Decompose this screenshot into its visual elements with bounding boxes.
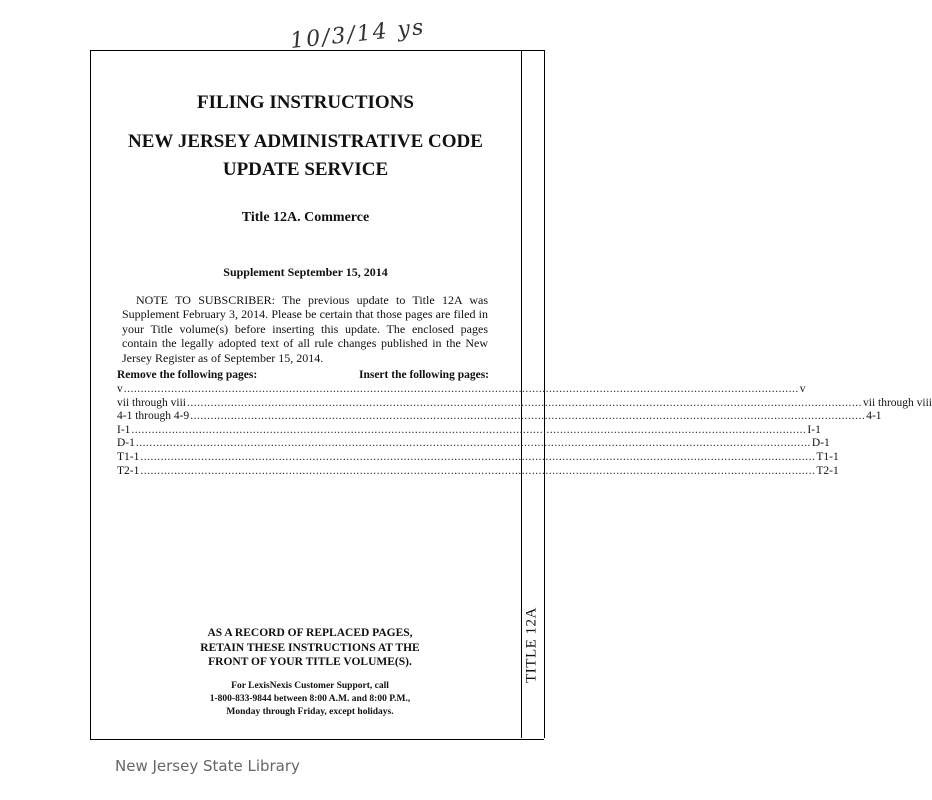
support-line-2: 1-800-833-9844 between 8:00 A.M. and 8:00 P.M., <box>209 694 411 704</box>
record-instructions <box>160 626 460 670</box>
table-header <box>117 369 489 381</box>
subscriber-note <box>122 293 488 365</box>
insert-page: v <box>799 383 806 395</box>
insert-page: D-1 <box>811 437 830 450</box>
insert-header: Insert the following pages: <box>358 369 489 381</box>
remove-page: T1-1 <box>117 450 140 463</box>
insert-page: T2-1 <box>816 464 839 477</box>
support-line-3: Monday through Friday, except holidays. <box>226 707 394 717</box>
table-row <box>117 423 821 438</box>
handwritten-note: 10/3/14 ys <box>289 14 427 55</box>
remove-page: v <box>117 383 123 395</box>
title-section: Title 12A. Commerce <box>241 210 370 225</box>
dot-leader: ........................................................................................................................................................................................................ <box>123 383 799 395</box>
customer-support <box>160 680 460 719</box>
remove-page: T2-1 <box>117 464 140 477</box>
table-row <box>117 450 839 465</box>
dot-leader: ........................................................................................................................................................................................................ <box>135 437 811 450</box>
record-line-1: AS A RECORD OF REPLACED PAGES, <box>207 627 413 639</box>
remove-page: vii through viii <box>117 396 186 409</box>
table-rows <box>117 383 932 478</box>
table-row <box>117 464 839 479</box>
note-text: NOTE TO SUBSCRIBER: The previous update to Title 12A was Supplement February 3, 2014. Please be certain that those pages are filed in your Title volume(s) before inserting this update. The enclosed pages contain the legally adopted text of all rule changes published in the New Jersey Register as of September 15, 2014. <box>122 293 488 365</box>
insert-page: vii through viii <box>863 396 932 409</box>
subtitle-line-1: NEW JERSEY ADMINISTRATIVE CODE <box>128 131 483 152</box>
dot-leader: ........................................................................................................................................................................................................ <box>131 423 807 436</box>
insert-page: 4-1 <box>866 410 882 423</box>
pages-table <box>117 369 932 478</box>
record-line-2: RETAIN THESE INSTRUCTIONS AT THE <box>200 641 420 654</box>
remove-page: D-1 <box>117 437 135 450</box>
page-title: FILING INSTRUCTIONS <box>197 92 414 113</box>
dot-leader: ........................................................................................................................................................................................................ <box>140 464 816 477</box>
library-stamp: New Jersey State Library <box>115 757 300 775</box>
remove-header: Remove the following pages: <box>117 369 258 381</box>
table-row <box>117 396 932 411</box>
support-line-1: For LexisNexis Customer Support, call <box>231 681 389 691</box>
table-row <box>117 383 806 397</box>
dot-leader: ........................................................................................................................................................................................................ <box>140 450 816 463</box>
side-label: TITLE 12A <box>523 607 540 683</box>
remove-page: 4-1 through 4-9 <box>117 410 190 423</box>
record-line-3: FRONT OF YOUR TITLE VOLUME(S). <box>208 656 412 668</box>
insert-page: T1-1 <box>816 450 839 463</box>
supplement-date: Supplement September 15, 2014 <box>223 265 388 279</box>
table-row <box>117 410 882 424</box>
dot-leader: ........................................................................................................................................................................................................ <box>187 396 862 409</box>
table-row <box>117 437 830 451</box>
page-subtitle <box>90 128 521 184</box>
insert-page: I-1 <box>807 423 821 436</box>
remove-page: I-1 <box>117 423 131 436</box>
subtitle-line-2: UPDATE SERVICE <box>222 159 389 180</box>
dot-leader: ........................................................................................................................................................................................................ <box>190 410 866 423</box>
